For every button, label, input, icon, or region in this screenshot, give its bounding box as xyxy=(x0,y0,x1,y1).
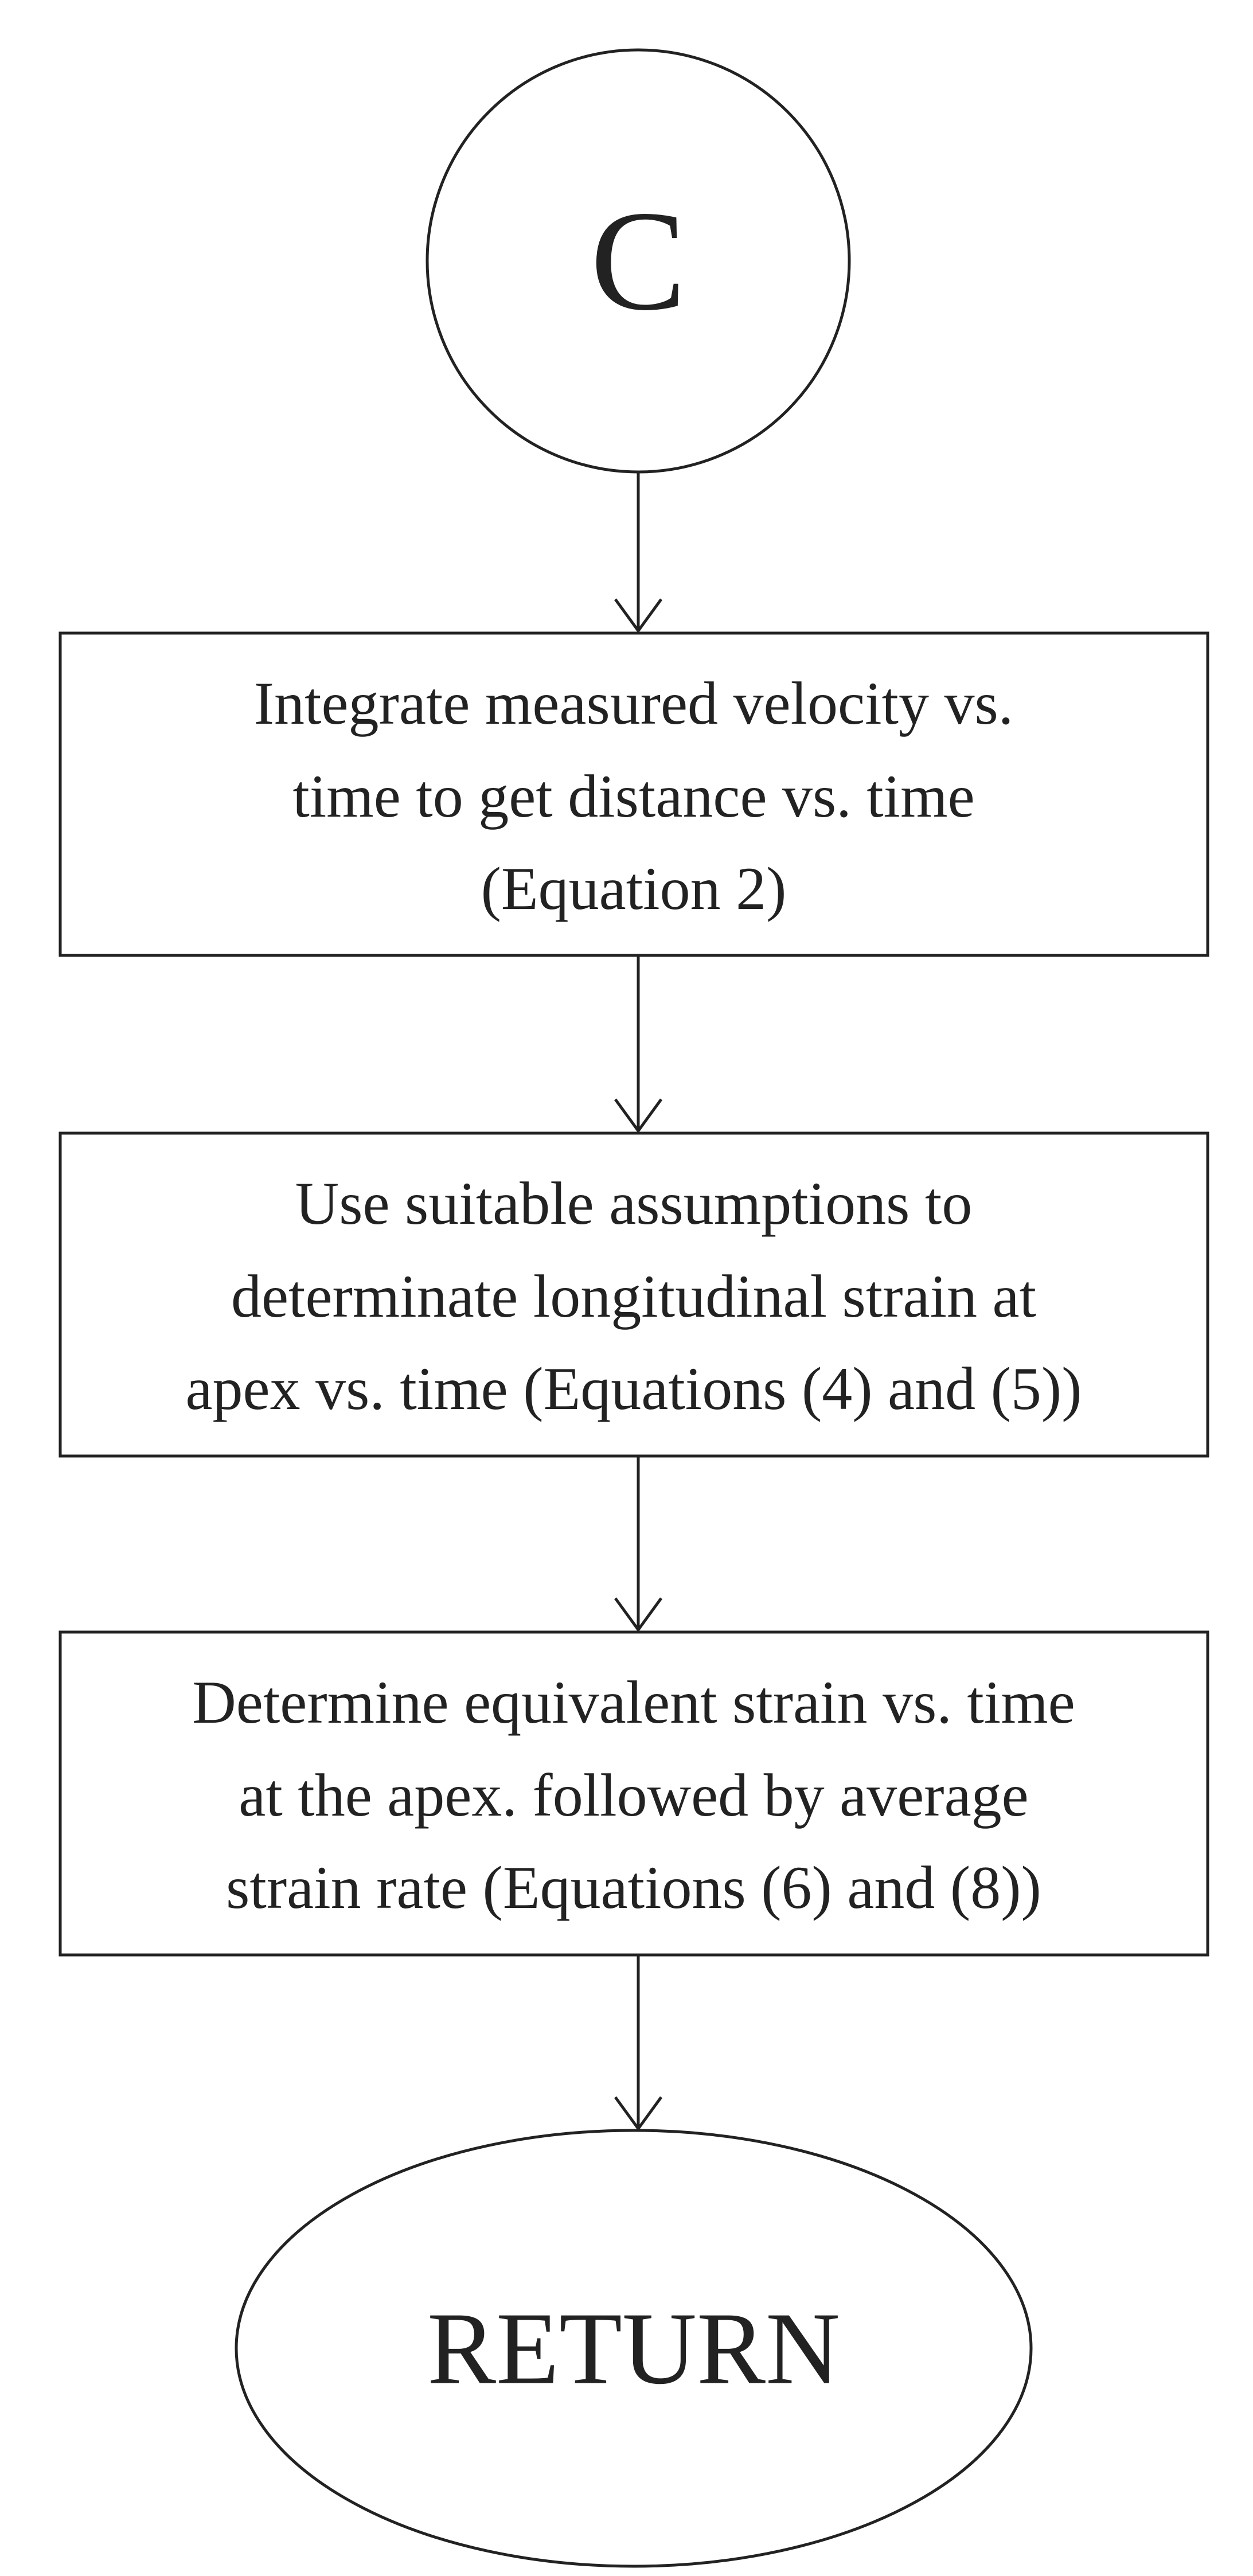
start-connector-label: C xyxy=(590,181,686,341)
process-step-1-line-2: time to get distance vs. time xyxy=(292,763,975,830)
process-step-1-line-1: Integrate measured velocity vs. xyxy=(253,670,1014,737)
process-step-2-line-2: determinate longitudinal strain at xyxy=(231,1263,1037,1330)
process-step-1 xyxy=(60,633,1208,955)
arrow-step-1-to-step-2 xyxy=(615,955,661,1131)
return-terminator-label: RETURN xyxy=(427,2291,840,2406)
arrow-step-2-to-step-3 xyxy=(615,1456,661,1630)
process-step-1-line-3: (Equation 2) xyxy=(481,855,787,922)
process-step-3-line-2: at the apex. followed by average xyxy=(239,1762,1029,1829)
return-terminator-node xyxy=(236,2130,1031,2566)
process-step-3 xyxy=(60,1632,1208,1955)
process-step-2 xyxy=(60,1133,1208,1456)
process-step-3-line-3: strain rate (Equations (6) and (8)) xyxy=(226,1854,1041,1921)
start-connector-node xyxy=(427,50,849,472)
process-step-2-line-1: Use suitable assumptions to xyxy=(295,1170,973,1237)
arrow-connector-to-step-1 xyxy=(615,472,661,631)
arrow-step-3-to-return xyxy=(615,1955,661,2129)
process-step-2-line-3: apex vs. time (Equations (4) and (5)) xyxy=(185,1355,1082,1422)
process-step-3-line-1: Determine equivalent strain vs. time xyxy=(192,1669,1075,1736)
